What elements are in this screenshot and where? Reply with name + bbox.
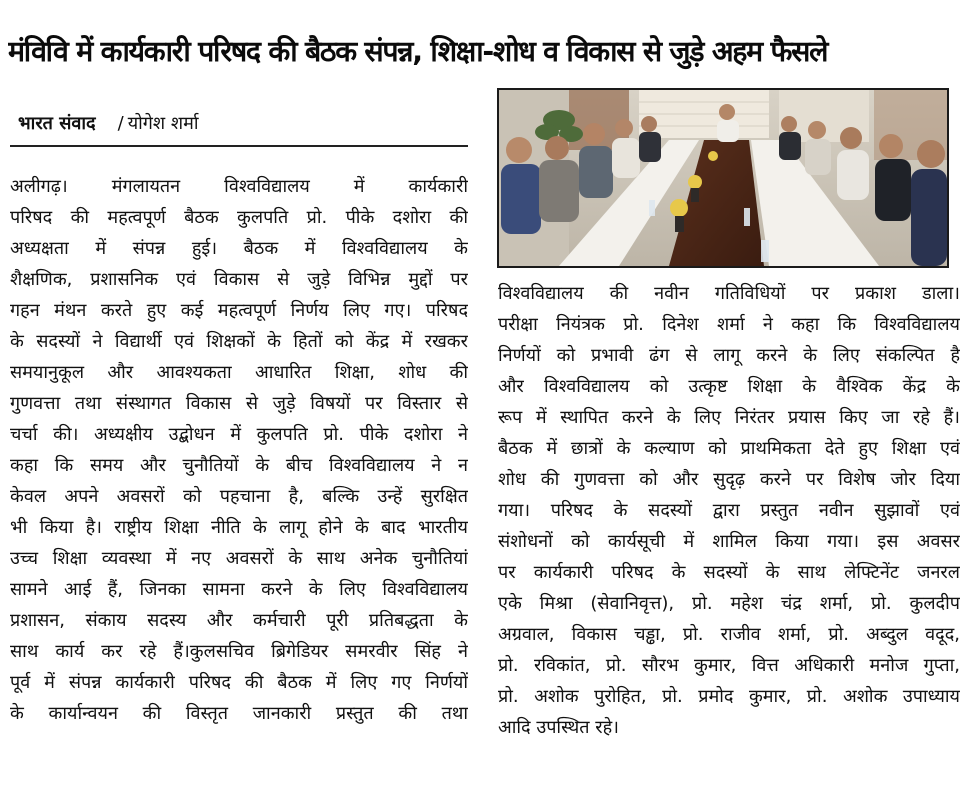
text-line: विश्वविद्यालय की नवीन गतिविधियों पर प्रकाश डाला। — [498, 283, 960, 304]
text-line: चर्चा की। अध्यक्षीय उद्बोधन में कुलपति प्रो. पीके दशोरा ने — [10, 424, 468, 445]
article-body-left-column — [10, 171, 468, 729]
byline — [10, 106, 470, 142]
text-line: और विश्वविद्यालय को उत्कृष्ट शिक्षा के वैश्विक केंद्र के — [498, 376, 960, 397]
text-line: एके मिश्रा (सेवानिवृत्त), प्रो. महेश चंद्र शर्मा, प्रो. कुलदीप — [498, 593, 960, 614]
text-line: भी किया है। राष्ट्रीय शिक्षा नीति के लागू होने के बाद भारतीय — [10, 517, 468, 538]
text-line: प्रशासन, संकाय सदस्य और कर्मचारी पूरी प्रतिबद्धता के — [10, 610, 468, 631]
text-line: आदि उपस्थित रहे। — [498, 717, 619, 738]
text-line: शैक्षणिक, प्रशासनिक एवं विकास से जुड़े विभिन्न मुद्दों पर — [10, 269, 468, 290]
text-line: उच्च शिक्षा व्यवस्था में नए अवसरों के साथ अनेक चुनौतियां — [10, 548, 468, 569]
text-line: समयानुकूल और आवश्यकता आधारित शिक्षा, शोध की — [10, 362, 468, 383]
text-line: के सदस्यों ने विद्यार्थी एवं शिक्षकों के हितों को केंद्र में रखकर — [10, 331, 468, 352]
text-line: केवल अपने अवसरों को पहचाना है, बल्कि उन्हें सुरक्षित — [10, 486, 468, 507]
meeting-photo — [497, 88, 949, 268]
text-line: साथ कार्य कर रहे हैं।कुलसचिव ब्रिगेडियर समरवीर सिंह ने — [10, 641, 468, 662]
text-line: गुणवत्ता तथा संस्थागत विकास से जुड़े विषयों पर विस्तार से — [10, 393, 468, 414]
article-headline: मंविवि में कार्यकारी परिषद की बैठक संपन्न, शिक्षा-शोध व विकास से जुड़े अहम फैसले — [8, 35, 828, 68]
text-line: अग्रवाल, विकास चड्ढा, प्रो. राजीव शर्मा, प्रो. अब्दुल वदूद, — [498, 624, 960, 645]
text-line: रूप में स्थापित करने के लिए निरंतर प्रयास किए जा रहे हैं। — [498, 407, 960, 428]
text-line: सामने आई हैं, जिनका सामना करने के लिए विश्वविद्यालय — [10, 579, 468, 600]
meeting-photo-illustration — [499, 90, 947, 266]
text-line: गया। परिषद के सदस्यों द्वारा प्रस्तुत नवीन सुझावों एवं — [498, 500, 960, 521]
news-source: भारत संवाद — [18, 113, 96, 134]
text-line: परीक्षा नियंत्रक प्रो. दिनेश शर्मा ने कहा कि विश्वविद्यालय — [498, 314, 960, 335]
text-line: गहन मंथन करते हुए कई महत्वपूर्ण निर्णय लिए गए। परिषद — [10, 300, 468, 321]
text-line: पर कार्यकारी परिषद के सदस्यों के साथ लेफ्टिनेंट जनरल — [498, 562, 960, 583]
text-line: बैठक में छात्रों के कल्याण को प्राथमिकता देते हुए शिक्षा एवं — [498, 438, 960, 459]
byline-separator: / — [117, 113, 124, 134]
text-line: संशोधनों को कार्यसूची में शामिल किया गया। इस अवसर — [498, 531, 960, 552]
author-name: योगेश शर्मा — [127, 113, 199, 134]
text-line: अलीगढ़। मंगलायतन विश्वविद्यालय में कार्यकारी — [10, 176, 468, 197]
text-line: परिषद की महत्वपूर्ण बैठक कुलपति प्रो. पीके दशोरा की — [10, 207, 468, 228]
text-line: के कार्यान्वयन की विस्तृत जानकारी प्रस्तुत की तथा — [10, 703, 468, 724]
text-line: पूर्व में संपन्न कार्यकारी परिषद की बैठक में लिए गए निर्णयों — [10, 672, 468, 693]
text-line: निर्णयों को प्रभावी ढंग से लागू करने के लिए संकल्पित है — [498, 345, 960, 366]
text-line: प्रो. रविकांत, प्रो. सौरभ कुमार, वित्त अधिकारी मनोज गुप्ता, — [498, 655, 960, 676]
text-line: प्रो. अशोक पुरोहित, प्रो. प्रमोद कुमार, प्रो. अशोक उपाध्याय — [498, 686, 960, 707]
text-line: शोध की गुणवत्ता को और सुदृढ़ करने पर विशेष जोर दिया — [498, 469, 960, 490]
article-body-right-column — [498, 278, 960, 743]
text-line: कहा कि समय और चुनौतियों के बीच विश्वविद्यालय ने न — [10, 455, 468, 476]
text-line: अध्यक्षता में संपन्न हुई। बैठक में विश्वविद्यालय के — [10, 238, 468, 259]
byline-rule — [10, 145, 468, 147]
